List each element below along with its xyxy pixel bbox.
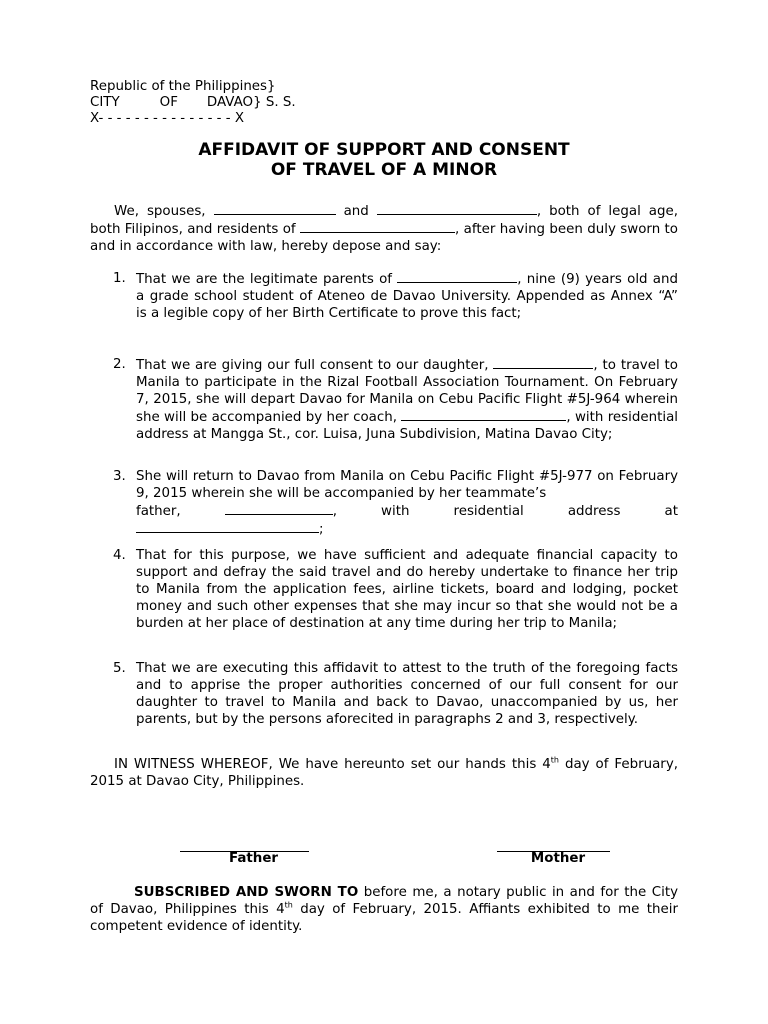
paragraph-3-residential: residential [453, 504, 524, 519]
paragraph-text: That we are executing this affidavit to attest to the truth of the foregoing facts and to apprise the proper authorities concerned of our full consent for our daughter to travel to Manila and back to Davao, unaccompanied by us, her parents, but by the persons aforecited in paragraphs 2 and 3, respectively. [136, 661, 678, 727]
teammate-father-blank [225, 502, 333, 515]
paragraph-text [136, 468, 678, 538]
residence-blank [300, 220, 455, 233]
paragraph-3-text-a: She will return to Davao from Manila on Cebu Pacific Flight #5J-977 on February 9, 2015 wherein she will be accompanied by her teammate’s [136, 469, 678, 501]
paragraph-3-address: address [567, 504, 621, 519]
paragraph-number: 2. [113, 357, 126, 372]
paragraph-1-text-a: That we are the legitimate parents of [136, 272, 392, 287]
teammate-father-field [225, 502, 337, 520]
child-name-blank [397, 270, 517, 283]
intro-text-2: and [343, 204, 369, 219]
paragraph-3-line-father [136, 502, 678, 520]
father-signature-label: Father [228, 851, 279, 866]
jurat-superscript: th [284, 900, 293, 910]
caption-line-separator: X- - - - - - - - - - - - - - - X [90, 111, 245, 126]
caption-of: OF [159, 95, 178, 110]
intro-text-5: , after having been [455, 222, 583, 237]
father-address-blank [136, 520, 319, 533]
paragraph-number: 4. [113, 548, 126, 563]
paragraph-1-text-b: , nine (9) years old and a grade school student of Ateneo de Davao University. Appended as Annex “A” is a legible copy of her Birth Certificate to prove this fact; [136, 272, 678, 321]
paragraph-text: That for this purpose, we have sufficient and adequate financial capacity to support and defray the said travel and do hereby undertake to finance her trip to Manila from the application fees, airline tickets, board and lodging, pocket money and such other expenses that she may incur so that she would not be a burden at her place of destination at any time during her trip to Manila; [136, 548, 678, 631]
paragraph-3-comma: , [332, 504, 337, 519]
paragraph-3-with: with [381, 504, 410, 519]
witness-text-c: February, 2015 at Davao City, Philippines. [90, 757, 678, 789]
paragraph-number: 3. [113, 469, 126, 484]
paragraph-3-semicolon: ; [319, 522, 324, 537]
caption-line-city [90, 95, 296, 111]
paragraph-3-line-address [136, 520, 678, 538]
wife-name-blank [377, 202, 537, 215]
intro-text-3: , both of legal age, [536, 204, 679, 219]
paragraph-text [136, 270, 678, 322]
jurat-text-b: day of February, 2015. Affiants exhibited to me their competent evidence of identity. [90, 902, 678, 934]
paragraph-2-text-b: , to travel to Manila to participate in the Rizal Football Association Tournament. On February 7, 2015, she will depart Davao for Manila on Cebu Pacific Flight #5J-964 wherein she will be accompanied by her coach, [136, 358, 678, 425]
caption-city: CITY [90, 95, 120, 110]
intro-paragraph [90, 202, 678, 255]
jurat-text-a: before me, a notary public in and for the City of Davao, Philippines this 4 [90, 885, 678, 917]
paragraph-text [136, 356, 678, 443]
caption-line-republic: Republic of the Philippines} [90, 79, 276, 94]
title-line-1: AFFIDAVIT OF SUPPORT AND CONSENT [198, 140, 570, 160]
mother-signature-label: Mother [530, 851, 586, 866]
caption-davao: DAVAO} S. S. [206, 95, 296, 110]
husband-name-blank [214, 202, 336, 215]
daughter-name-blank [493, 356, 593, 369]
witness-text-b: day of [564, 757, 609, 772]
jurat-paragraph [90, 884, 678, 935]
intro-text-1: We, spouses, [114, 204, 206, 219]
title-line-2: OF TRAVEL OF A MINOR [270, 160, 498, 180]
coach-name-blank [401, 408, 566, 421]
paragraph-3-father-label: father, [136, 504, 181, 519]
witness-paragraph [90, 756, 678, 790]
jurat-heading: SUBSCRIBED AND SWORN TO [134, 885, 359, 900]
witness-text-a: IN WITNESS WHEREOF, We have hereunto set our hands this 4 [114, 757, 551, 772]
paragraph-number: 5. [113, 661, 126, 676]
paragraph-3-at: at [664, 504, 678, 519]
paragraph-2-text-a: That we are giving our full consent to our daughter, [136, 358, 489, 373]
document-title [0, 140, 768, 180]
witness-superscript: th [550, 755, 559, 765]
intro-text-6: duly sworn to and in accordance with law, hereby depose and say: [90, 222, 679, 254]
intro-text-4: both Filipinos, and residents of [90, 222, 296, 237]
paragraph-number: 1. [113, 271, 126, 286]
paragraph-2-text-c: , with residential address at Mangga St., cor. Luisa, Juna Subdivision, Matina Davao City; [136, 410, 678, 442]
venue-caption [90, 79, 296, 127]
